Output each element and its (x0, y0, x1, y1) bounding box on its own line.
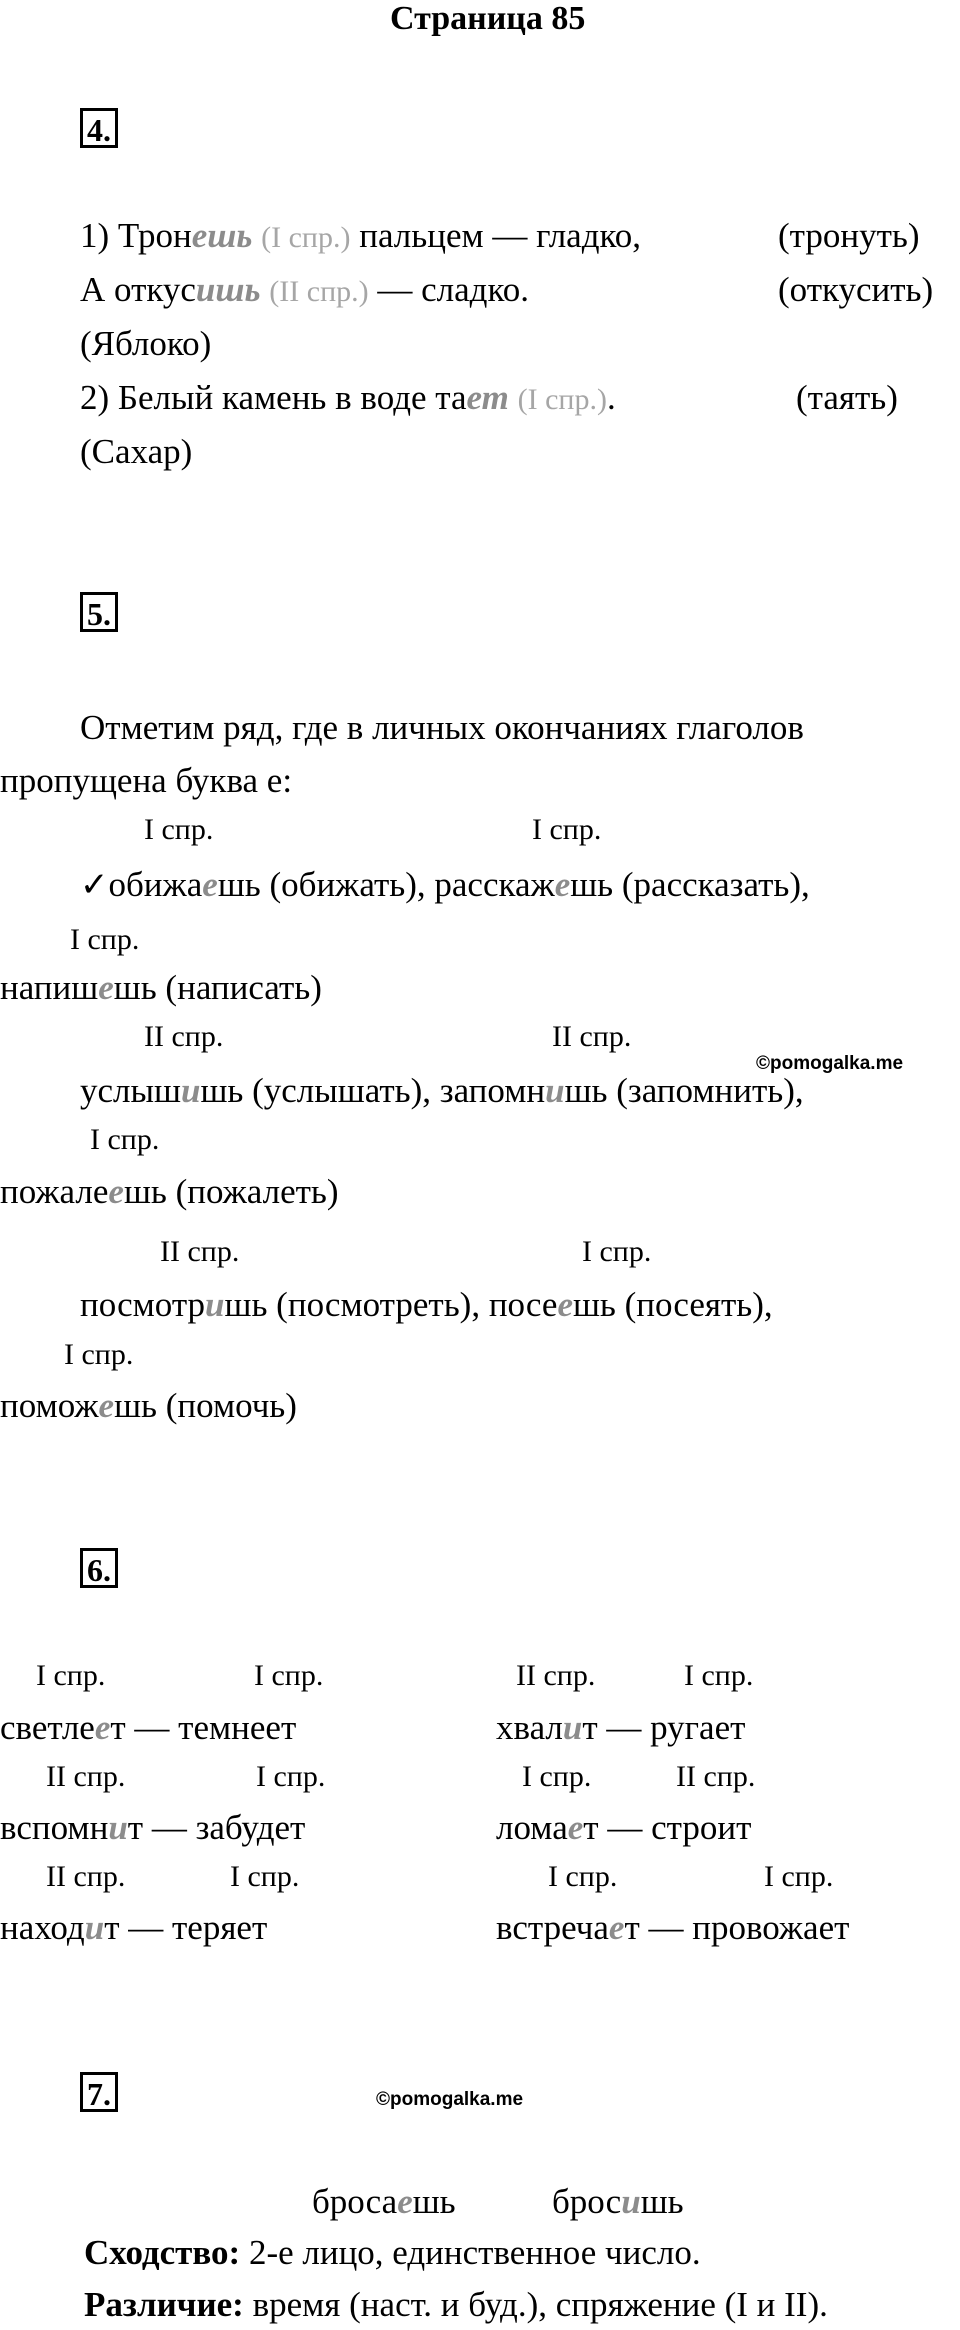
ex4-line-2-verb: (откусить) (778, 270, 934, 309)
highlighted-letter: е (98, 968, 114, 1007)
highlighted-letter: е (397, 2182, 413, 2221)
conjugation-note: (I спр.) (517, 383, 607, 416)
text: светле (0, 1708, 95, 1747)
text: шь (обижать), расскаж (217, 865, 555, 904)
conjugation-label: II спр. (516, 1659, 596, 1692)
conjugation-label: I спр. (582, 1235, 652, 1268)
text: наход (0, 1908, 85, 1947)
text: шь (помочь) (114, 1386, 297, 1425)
ex5-row-2 (80, 1073, 804, 1108)
text: 2) Белый камень в воде та (80, 378, 467, 417)
exercise-number-6: 6. (80, 1548, 118, 1588)
conjugation-label: II спр. (552, 1020, 632, 1053)
ex5-intro-1: Отметим ряд, где в личных окончаниях глаголов (80, 708, 804, 747)
text: хвал (496, 1708, 563, 1747)
highlighted-letter: и (180, 1071, 201, 1110)
text: 2-е лицо, единственное число. (248, 2233, 701, 2272)
ex4-line-2 (80, 272, 529, 307)
ex6-pair-2 (0, 1810, 305, 1845)
highlighted-letter: е (567, 1808, 584, 1847)
ex4-line-4 (80, 380, 616, 415)
conjugation-label: I спр. (256, 1760, 326, 1793)
text: шь (рассказать), (570, 865, 810, 904)
text: т — строит (583, 1808, 752, 1847)
conjugation-label: I спр. (764, 1860, 834, 1893)
conjugation-label: II спр. (46, 1760, 126, 1793)
conjugation-label: I спр. (144, 813, 214, 846)
text: А откус (80, 270, 196, 309)
ex6-pair-4 (496, 1710, 745, 1745)
text: шь (пожалеть) (123, 1172, 339, 1211)
highlighted-ending: ет (466, 378, 509, 417)
highlighted-letter: е (608, 1908, 625, 1947)
highlighted-letter: е (98, 1386, 115, 1425)
text: лома (496, 1808, 568, 1847)
highlighted-letter: е (94, 1708, 111, 1747)
conjugation-label: II спр. (144, 1020, 224, 1053)
text: . (606, 378, 616, 417)
text: шь (запомнить), (564, 1071, 804, 1110)
highlighted-ending: ишь (195, 270, 261, 309)
ex7-difference (84, 2287, 828, 2322)
ex6-pair-3 (0, 1910, 267, 1945)
text: шь (посеять), (572, 1285, 773, 1324)
highlighted-letter: е (554, 865, 571, 904)
ex7-word-1 (312, 2184, 456, 2219)
watermark: ©pomogalka.me (756, 1053, 904, 1074)
ex4-line-4-verb: (таять) (796, 378, 898, 417)
conjugation-label: II спр. (676, 1760, 756, 1793)
text: т — забудет (127, 1808, 306, 1847)
highlighted-letter: е (557, 1285, 573, 1324)
conjugation-label: II спр. (46, 1860, 126, 1893)
text: — сладко. (377, 270, 529, 309)
highlighted-letter: е (202, 865, 218, 904)
page-title: Страница 85 (390, 0, 586, 37)
highlighted-letter: и (108, 1808, 128, 1847)
ex5-intro-2: пропущена буква е: (0, 761, 293, 800)
text: т — темнеет (110, 1708, 297, 1747)
text: шь (написать) (113, 968, 322, 1007)
conjugation-label: I спр. (70, 923, 140, 956)
ex5-row-3-cont (0, 1388, 297, 1423)
conjugation-label: I спр. (64, 1338, 134, 1371)
difference-label: Различие: (84, 2285, 244, 2324)
ex5-row-1 (80, 865, 810, 905)
conjugation-label: II спр. (160, 1235, 240, 1268)
ex4-line-1 (80, 218, 641, 253)
ex5-row-3 (80, 1287, 773, 1322)
ex7-word-2 (552, 2184, 684, 2219)
text: т — провожает (624, 1908, 850, 1947)
conjugation-label: I спр. (230, 1860, 300, 1893)
conjugation-label: I спр. (532, 813, 602, 846)
text: пожале (0, 1172, 109, 1211)
text: т — ругает (582, 1708, 746, 1747)
ex4-line-1-verb: (тронуть) (778, 216, 920, 255)
text: помож (0, 1386, 99, 1425)
conjugation-label: I спр. (90, 1123, 160, 1156)
text: шь (услышать), запомн (200, 1071, 546, 1110)
highlighted-letter: и (205, 1285, 225, 1324)
checkmark-icon: ✓ (80, 865, 109, 905)
highlighted-ending: ешь (191, 216, 253, 255)
text: услыш (80, 1071, 181, 1110)
text: встреча (496, 1908, 609, 1947)
highlighted-letter: и (621, 2182, 641, 2221)
text: брос (552, 2182, 622, 2221)
text: 1) Трон (80, 216, 192, 255)
ex7-similarity (84, 2235, 701, 2270)
exercise-number-7: 7. (80, 2072, 118, 2112)
text: шь (посмотреть), посе (224, 1285, 558, 1324)
highlighted-letter: и (545, 1071, 565, 1110)
text: шь (640, 2182, 684, 2221)
ex6-pair-5 (496, 1810, 751, 1845)
ex6-pair-6 (496, 1910, 849, 1945)
conjugation-label: I спр. (548, 1860, 618, 1893)
ex5-row-1-cont (0, 970, 322, 1005)
exercise-number-5: 5. (80, 592, 118, 632)
ex5-row-2-cont (0, 1174, 339, 1209)
conjugation-note: (I спр.) (261, 221, 351, 254)
conjugation-note: (II спр.) (269, 275, 369, 308)
conjugation-label: I спр. (522, 1760, 592, 1793)
text: напиш (0, 968, 99, 1007)
text: броса (312, 2182, 398, 2221)
text: шь (412, 2182, 456, 2221)
text: обижа (108, 865, 203, 904)
ex4-answer-2: (Сахар) (80, 432, 193, 471)
text: пальцем — гладко, (359, 216, 641, 255)
conjugation-label: I спр. (684, 1659, 754, 1692)
highlighted-letter: и (84, 1908, 105, 1947)
text: посмотр (80, 1285, 206, 1324)
highlighted-letter: е (108, 1172, 124, 1211)
ex6-pair-1 (0, 1710, 296, 1745)
exercise-number-4: 4. (80, 108, 118, 148)
text: т — теряет (104, 1908, 268, 1947)
ex4-answer-1: (Яблоко) (80, 324, 212, 363)
conjugation-label: I спр. (254, 1659, 324, 1692)
text: вспомн (0, 1808, 109, 1847)
watermark: ©pomogalka.me (376, 2089, 524, 2110)
highlighted-letter: и (562, 1708, 583, 1747)
similarity-label: Сходство: (84, 2233, 241, 2272)
text: время (наст. и буд.), спряжение (I и II). (252, 2285, 828, 2324)
conjugation-label: I спр. (36, 1659, 106, 1692)
